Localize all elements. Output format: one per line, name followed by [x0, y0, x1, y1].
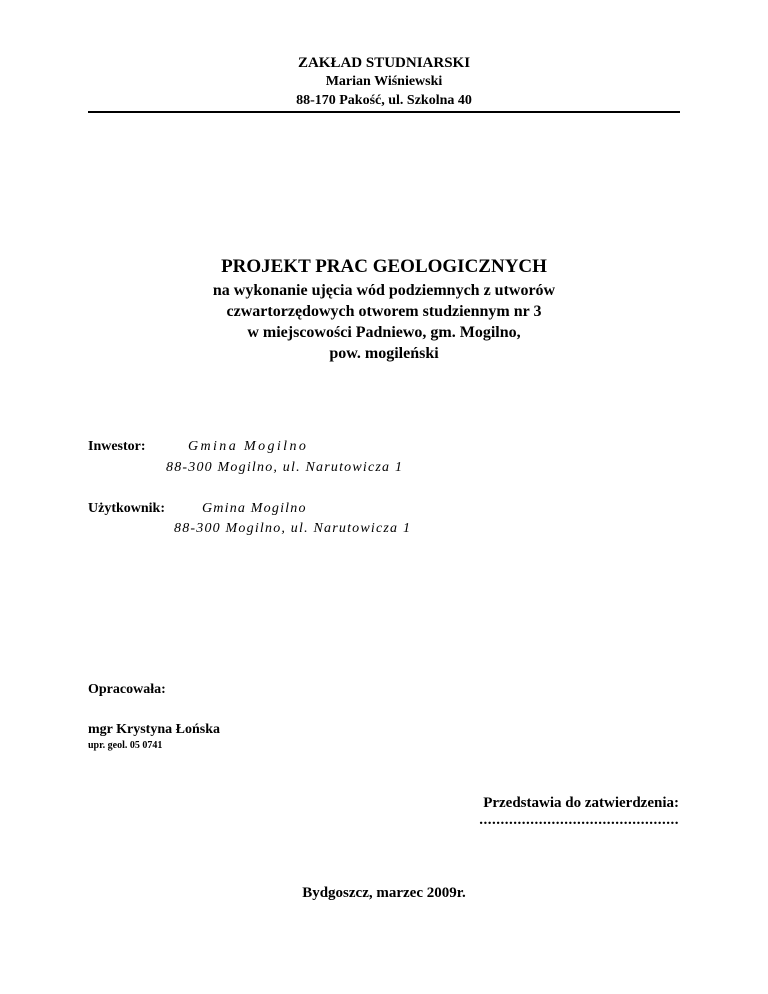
- header-divider: [88, 111, 680, 113]
- place-and-date: Bydgoszcz, marzec 2009r.: [302, 885, 466, 901]
- approval-label: Przedstawia do zatwierdzenia:: [483, 795, 679, 811]
- author-name: mgr Krystyna Łońska: [88, 722, 220, 737]
- document-title: PROJEKT PRAC GEOLOGICZNYCH: [221, 256, 547, 277]
- investor-name: Gmina Mogilno: [188, 439, 309, 454]
- subtitle-line: w miejscowości Padniewo, gm. Mogilno,: [247, 324, 521, 341]
- company-address: 88-170 Pakość, ul. Szkolna 40: [296, 93, 472, 108]
- investor-address: 88-300 Mogilno, ul. Narutowicza 1: [166, 460, 404, 475]
- subtitle-line: pow. mogileński: [329, 345, 439, 362]
- user-label: Użytkownik:: [88, 501, 166, 516]
- prepared-by-label: Opracowała:: [88, 682, 166, 697]
- author-license: upr. geol. 05 0741: [88, 740, 163, 751]
- subtitle-line: na wykonanie ujęcia wód podziemnych z utworów: [212, 282, 556, 299]
- investor-label: Inwestor:: [88, 439, 146, 454]
- signature-line: ...............................................: [479, 812, 679, 828]
- user-address: 88-300 Mogilno, ul. Narutowicza 1: [174, 521, 412, 536]
- owner-name: Marian Wiśniewski: [325, 74, 443, 89]
- user-name: Gmina Mogilno: [202, 501, 307, 516]
- subtitle-line: czwartorzędowych otworem studziennym nr 3: [226, 303, 542, 320]
- company-name: ZAKŁAD STUDNIARSKI: [297, 55, 471, 71]
